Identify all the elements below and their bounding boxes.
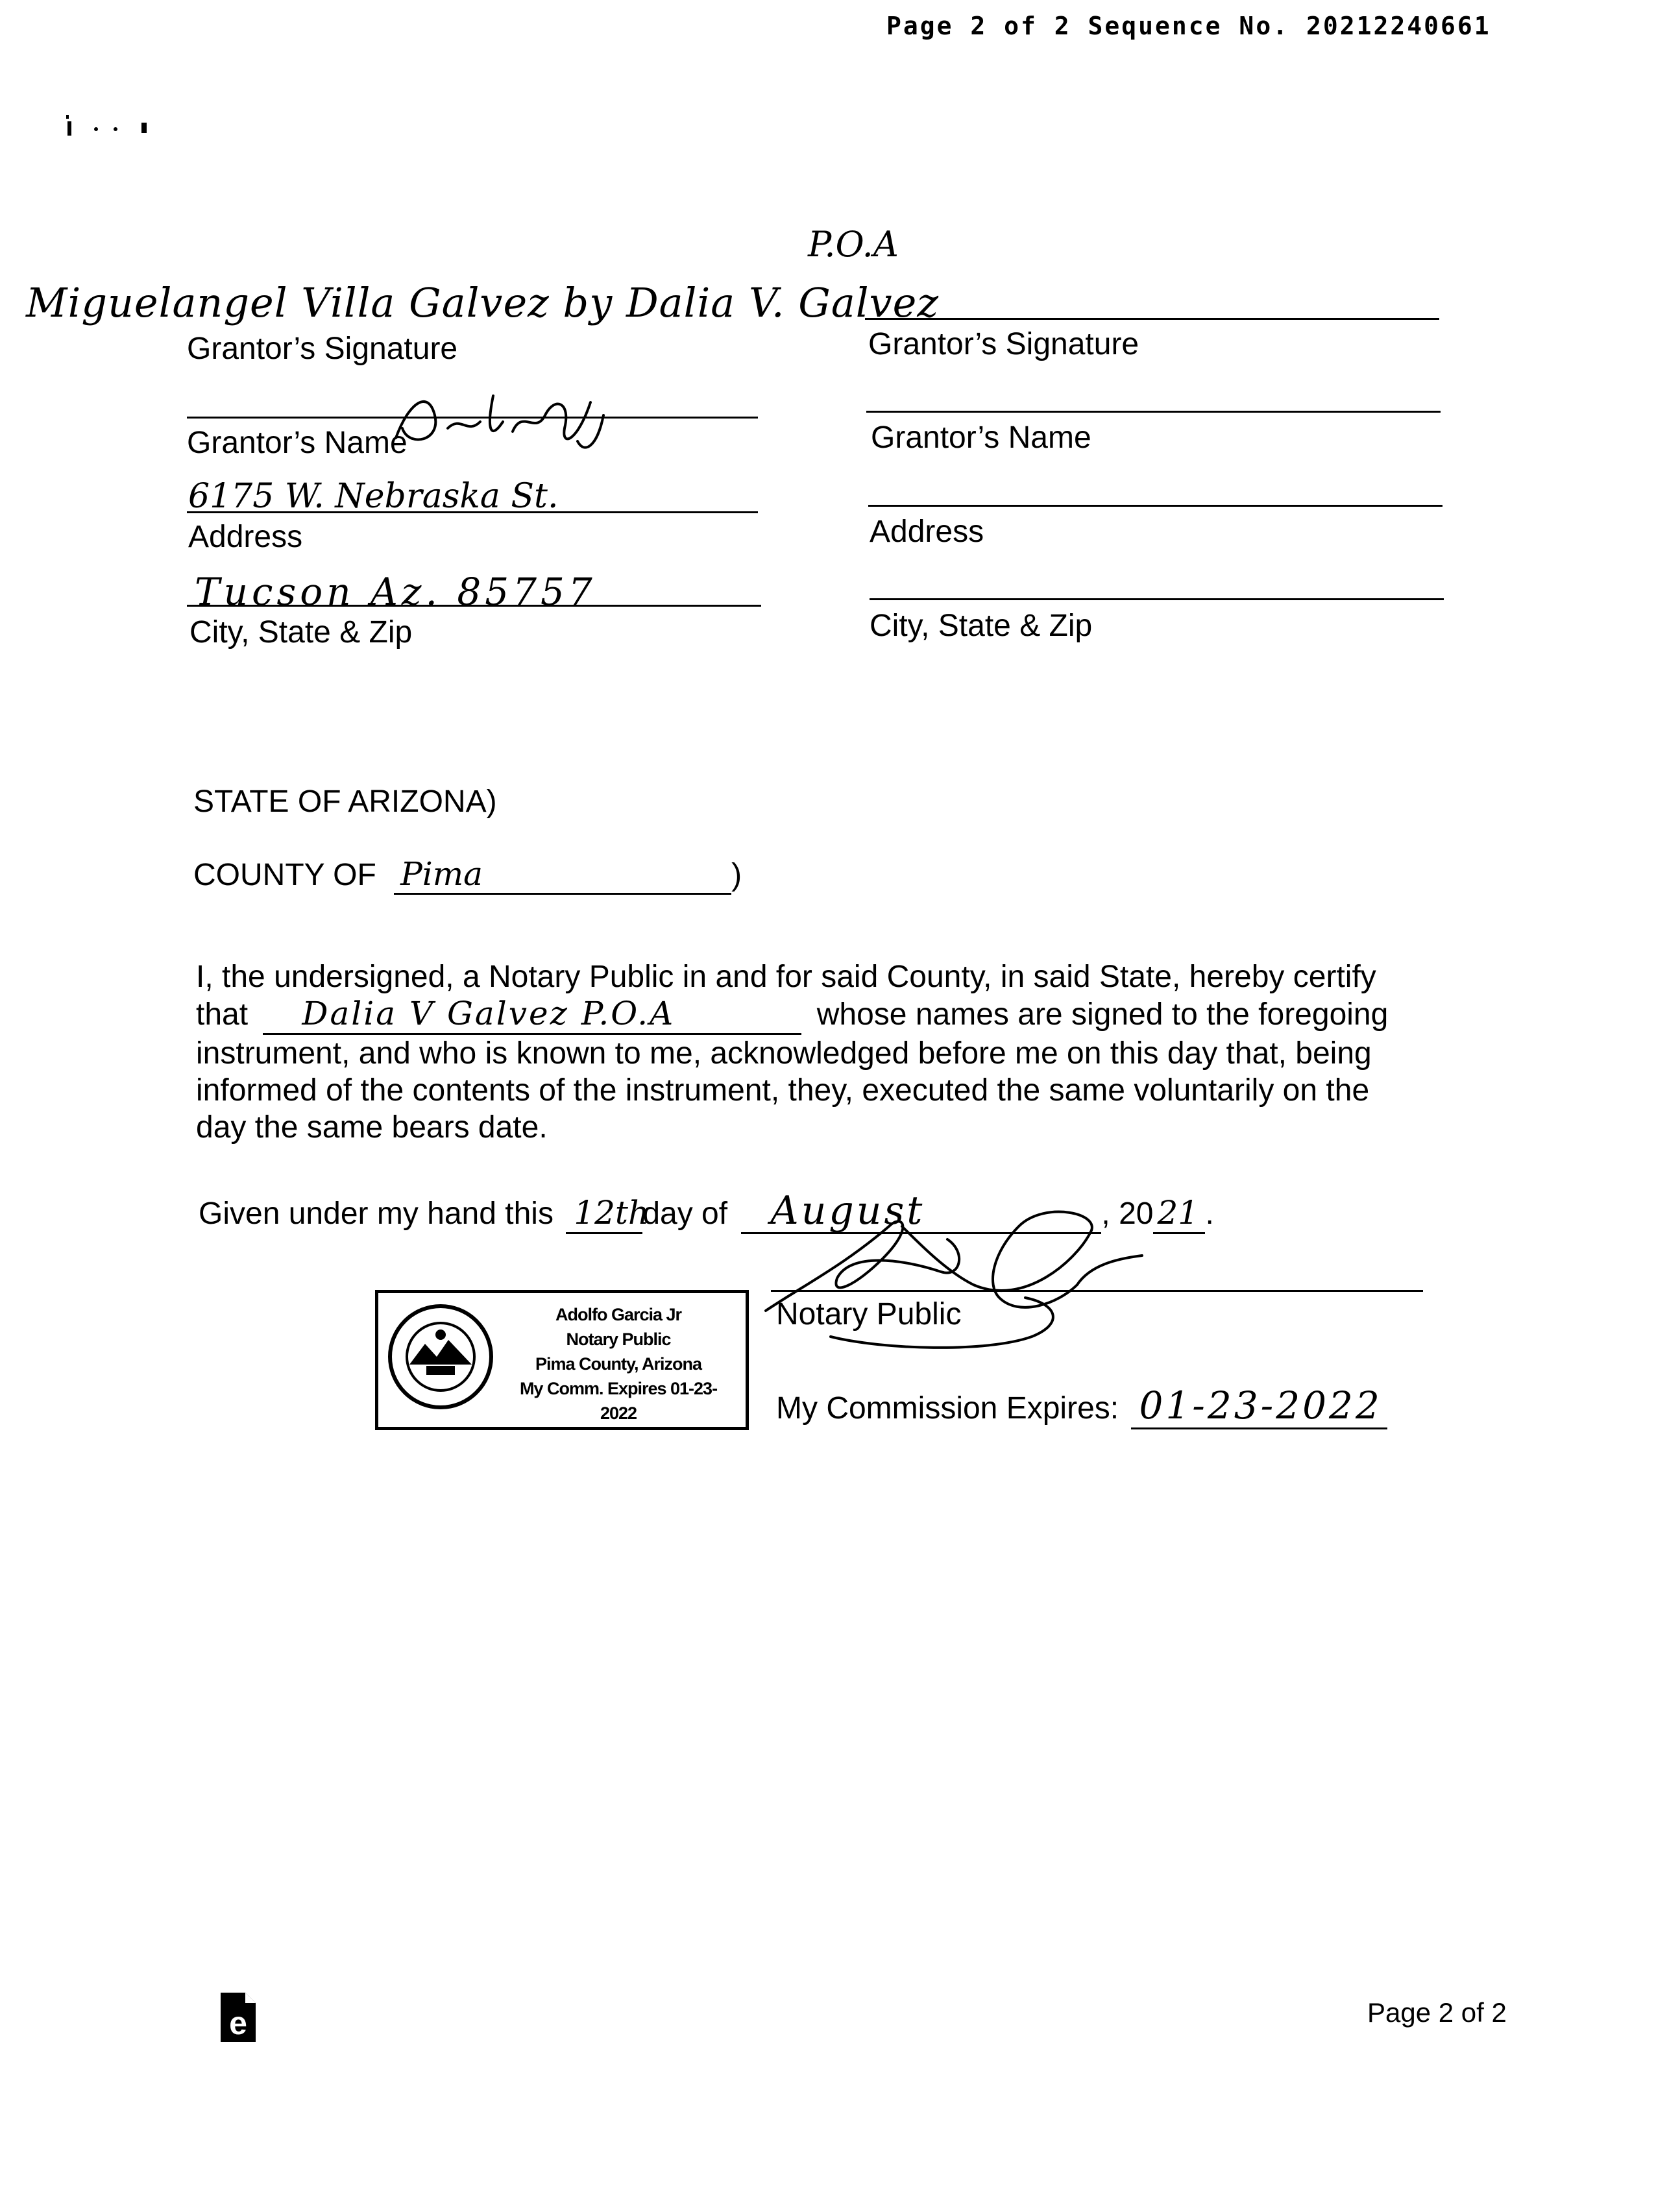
cert-line-3: instrument, and who is known to me, acknowledged before me on this day that, being xyxy=(196,1036,1372,1071)
given-day-handwritten: 12th xyxy=(574,1194,650,1232)
grantor-address-handwritten: 6175 W. Nebraska St. xyxy=(188,477,559,516)
given-prefix: Given under my hand this xyxy=(199,1196,554,1231)
e-logo-icon xyxy=(221,1993,256,2042)
stamp-county: Pima County, Arizona xyxy=(535,1354,702,1374)
grantor-address-line xyxy=(187,511,758,513)
scan-specks xyxy=(65,114,156,143)
cert-signer-handwritten: Dalia V Galvez P.O.A xyxy=(302,995,676,1032)
notary-public-label: Notary Public xyxy=(776,1297,962,1331)
given-year-handwritten: 21 xyxy=(1157,1194,1199,1232)
cert-line-4: informed of the contents of the instrument, they, executed the same voluntarily on the xyxy=(196,1073,1370,1108)
commission-handwritten: 01-23-2022 xyxy=(1139,1383,1382,1427)
given-year-prefix: , 20 xyxy=(1101,1196,1154,1231)
given-month-handwritten: August xyxy=(770,1188,925,1233)
grantor2-name-label: Grantor’s Name xyxy=(871,420,1091,455)
given-day-fill xyxy=(566,1194,650,1234)
grantor2-signature-line xyxy=(865,318,1439,320)
certification-paragraph xyxy=(196,958,1388,1146)
county-fill xyxy=(394,855,731,895)
stamp-title: Notary Public xyxy=(566,1330,671,1349)
grantor-name-label: Grantor’s Name xyxy=(187,426,408,460)
grantor2-city-line xyxy=(870,598,1444,600)
grantor2-city-label: City, State & Zip xyxy=(870,609,1093,643)
notary-stamp xyxy=(375,1290,749,1430)
page-sequence-header: Page 2 of 2 Sequence No. 20212240661 xyxy=(886,12,1491,40)
footer-page-number: Page 2 of 2 xyxy=(1367,1997,1507,2028)
given-year-fill xyxy=(1153,1195,1205,1234)
grantor2-signature-label: Grantor’s Signature xyxy=(868,327,1139,361)
cert-that: that xyxy=(196,997,249,1032)
grantor2-name-line xyxy=(866,411,1441,413)
commission-label: My Commission Expires: xyxy=(776,1391,1119,1426)
grantor-name-signature-scribble xyxy=(383,376,623,464)
grantor2-address-label: Address xyxy=(870,515,984,549)
county-handwritten: Pima xyxy=(400,855,483,893)
poa-handwritten-note: P.O.A xyxy=(808,224,899,265)
grantor-signature-label: Grantor’s Signature xyxy=(187,332,458,366)
county-close: ) xyxy=(731,858,742,892)
stamp-name: Adolfo Garcia Jr xyxy=(555,1305,682,1324)
grantor-city-line xyxy=(187,605,761,607)
given-period: . xyxy=(1205,1196,1214,1231)
grantor-signature-handwritten: Miguelangel Villa Galvez by Dalia V. Galvez xyxy=(26,279,939,326)
grantor-address-label: Address xyxy=(188,520,303,554)
grantor2-address-line xyxy=(868,505,1443,507)
cert-signer-fill xyxy=(263,995,801,1035)
state-of-arizona: STATE OF ARIZONA) xyxy=(193,784,497,819)
cert-line-1: I, the undersigned, a Notary Public in and for said County, in said State, hereby certify xyxy=(196,960,1376,994)
county-line xyxy=(193,855,742,895)
stamp-expires: My Comm. Expires 01-23-2022 xyxy=(519,1379,718,1423)
given-day-of: day of xyxy=(642,1196,728,1231)
notary-signature-scribble xyxy=(753,1187,1155,1359)
grantor-city-label: City, State & Zip xyxy=(189,615,413,650)
commission-fill xyxy=(1131,1383,1387,1429)
cert-line-2-suffix: whose names are signed to the foregoing xyxy=(816,997,1389,1032)
grantor-city-handwritten: Tucson Az. 85757 xyxy=(195,570,596,614)
county-label: COUNTY OF xyxy=(193,858,376,892)
cert-line-2 xyxy=(196,995,1388,1035)
cert-line-5: day the same bears date. xyxy=(196,1110,548,1145)
grantor-name-line xyxy=(187,417,758,419)
arizona-seal-icon xyxy=(386,1302,495,1415)
commission-line xyxy=(776,1383,1387,1429)
e-logo-letter: e xyxy=(229,2005,247,2041)
